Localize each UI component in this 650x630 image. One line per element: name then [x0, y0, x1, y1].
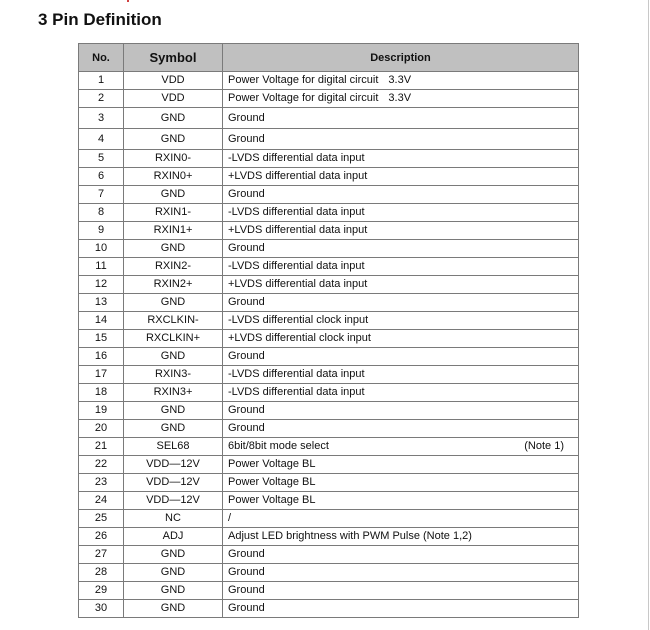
pin-description-cell: [223, 582, 579, 600]
pin-number: 1: [79, 72, 124, 90]
pin-description-text: 6bit/8bit mode select: [228, 440, 329, 452]
pin-description: [228, 258, 365, 275]
pin-description: [228, 546, 265, 563]
pin-number: 20: [79, 420, 124, 438]
pin-description: [228, 186, 265, 203]
pin-description-text: Ground: [228, 422, 265, 434]
pin-description-cell: [223, 312, 579, 330]
pin-symbol: RXCLKIN-: [124, 312, 223, 330]
table-row: [79, 150, 579, 168]
table-row: [79, 294, 579, 312]
pin-description-cell: [223, 402, 579, 420]
pin-description-text: Power Voltage for digital circuit: [228, 92, 379, 104]
table-row: [79, 330, 579, 348]
pin-description: [228, 492, 315, 509]
pin-description-cell: [223, 150, 579, 168]
pin-number: 5: [79, 150, 124, 168]
pin-description: [228, 204, 365, 221]
pin-description: [228, 564, 265, 581]
header-symbol: Symbol: [124, 44, 223, 72]
pin-symbol: RXIN2+: [124, 276, 223, 294]
table-row: [79, 168, 579, 186]
pin-number: 25: [79, 510, 124, 528]
pin-number: 16: [79, 348, 124, 366]
pin-description: [228, 90, 411, 107]
pin-description: [228, 72, 411, 89]
pin-description: [228, 366, 365, 383]
pin-symbol: VDD—12V: [124, 474, 223, 492]
pin-description-text: Ground: [228, 188, 265, 200]
table-row: [79, 276, 579, 294]
section-title: 3 Pin Definition: [38, 10, 162, 29]
table-row: [79, 384, 579, 402]
pin-symbol: VDD—12V: [124, 492, 223, 510]
pin-description-cell: [223, 420, 579, 438]
pin-description: [228, 348, 265, 365]
pin-symbol: RXIN2-: [124, 258, 223, 276]
pin-symbol: VDD: [124, 90, 223, 108]
pin-description: [228, 330, 371, 347]
pin-number: 24: [79, 492, 124, 510]
pin-number: 7: [79, 186, 124, 204]
pin-description-cell: [223, 600, 579, 618]
page-edge-line: [648, 0, 649, 630]
pin-description-cell: [223, 204, 579, 222]
header-description: Description: [223, 44, 579, 72]
pin-number: 21: [79, 438, 124, 456]
pin-description-cell: [223, 438, 579, 456]
table-row: [79, 129, 579, 150]
table-row: [79, 312, 579, 330]
pin-number: 18: [79, 384, 124, 402]
pin-number: 12: [79, 276, 124, 294]
pin-description-text: +LVDS differential data input: [228, 224, 368, 236]
pin-symbol: GND: [124, 564, 223, 582]
pin-description: [228, 384, 365, 401]
pin-symbol: VDD: [124, 72, 223, 90]
pin-symbol: GND: [124, 600, 223, 618]
pin-number: 27: [79, 546, 124, 564]
pin-description-text: Ground: [228, 548, 265, 560]
pin-description-text: Power Voltage BL: [228, 494, 316, 506]
table-row: [79, 240, 579, 258]
pin-description-text: +LVDS differential clock input: [228, 332, 371, 344]
table-row: [79, 564, 579, 582]
pin-symbol: ADJ: [124, 528, 223, 546]
pin-symbol: GND: [124, 402, 223, 420]
pin-symbol: GND: [124, 294, 223, 312]
pin-description: [228, 456, 315, 473]
pin-description-cell: [223, 168, 579, 186]
pin-symbol: RXIN3+: [124, 384, 223, 402]
pin-description-cell: [223, 564, 579, 582]
pin-number: 8: [79, 204, 124, 222]
pin-symbol: GND: [124, 129, 223, 150]
pin-description-cell: [223, 240, 579, 258]
pin-description-text: Ground: [228, 602, 265, 614]
pin-description-text: Ground: [228, 350, 265, 362]
pin-description-cell: [223, 186, 579, 204]
pin-number: 13: [79, 294, 124, 312]
pin-number: 17: [79, 366, 124, 384]
pin-symbol: RXIN1+: [124, 222, 223, 240]
pin-description-text: Ground: [228, 566, 265, 578]
pin-description-text: -LVDS differential data input: [228, 386, 365, 398]
pin-symbol: RXIN0-: [124, 150, 223, 168]
pin-description-cell: [223, 294, 579, 312]
pin-symbol: GND: [124, 546, 223, 564]
header-no: No.: [79, 44, 124, 72]
table-row: [79, 366, 579, 384]
table-row: [79, 90, 579, 108]
pin-number: 11: [79, 258, 124, 276]
pin-description: [228, 510, 231, 527]
pin-description-text: Power Voltage BL: [228, 476, 316, 488]
pin-description-text: Ground: [228, 404, 265, 416]
pin-description-text: Power Voltage BL: [228, 458, 316, 470]
pin-symbol: GND: [124, 240, 223, 258]
pin-description: [228, 582, 265, 599]
pin-symbol: RXIN0+: [124, 168, 223, 186]
pin-number: 29: [79, 582, 124, 600]
pin-description-cell: [223, 456, 579, 474]
table-row: [79, 456, 579, 474]
pin-description-text: -LVDS differential data input: [228, 368, 365, 380]
pin-symbol: GND: [124, 582, 223, 600]
pin-description-text: Ground: [228, 296, 265, 308]
table-row: [79, 546, 579, 564]
pin-description: [228, 402, 265, 419]
pin-symbol: GND: [124, 186, 223, 204]
pin-description-text: -LVDS differential data input: [228, 206, 365, 218]
pin-number: 3: [79, 108, 124, 129]
pin-symbol: SEL68: [124, 438, 223, 456]
table-row: [79, 186, 579, 204]
pin-description-cell: [223, 90, 579, 108]
pin-number: 26: [79, 528, 124, 546]
pin-description-text: Ground: [228, 584, 265, 596]
table-row: [79, 108, 579, 129]
pin-description: [228, 474, 315, 491]
pin-description-text: -LVDS differential clock input: [228, 314, 369, 326]
pin-description-cell: [223, 258, 579, 276]
pin-description-text: -LVDS differential data input: [228, 260, 365, 272]
pin-description: [228, 168, 367, 185]
pin-description-cell: [223, 366, 579, 384]
pin-description: [228, 312, 368, 329]
pin-description-cell: [223, 222, 579, 240]
pin-description-cell: [223, 348, 579, 366]
pin-voltage: 3.3V: [388, 92, 412, 104]
table-row: [79, 72, 579, 90]
pin-number: 15: [79, 330, 124, 348]
table-row: [79, 402, 579, 420]
table-row: [79, 474, 579, 492]
table-header-row: [79, 44, 579, 72]
pin-description-cell: [223, 108, 579, 129]
table-row: [79, 348, 579, 366]
pin-number: 2: [79, 90, 124, 108]
pin-description-text: Adjust LED brightness with PWM Pulse (Note 1,2): [228, 530, 472, 542]
pin-description: [228, 150, 365, 167]
pin-description-cell: [223, 492, 579, 510]
pin-number: 23: [79, 474, 124, 492]
pin-description-cell: [223, 72, 579, 90]
table-row: [79, 582, 579, 600]
pin-number: 6: [79, 168, 124, 186]
pin-description-text: /: [228, 512, 232, 524]
pin-description: [228, 420, 265, 437]
pin-symbol: NC: [124, 510, 223, 528]
pin-description: [228, 600, 265, 617]
table-row: [79, 204, 579, 222]
pin-description-cell: [223, 276, 579, 294]
pin-description-text: +LVDS differential data input: [228, 278, 368, 290]
pin-description-text: Ground: [228, 242, 265, 254]
pin-number: 28: [79, 564, 124, 582]
pin-symbol: RXIN1-: [124, 204, 223, 222]
table-row: [79, 510, 579, 528]
pin-voltage: 3.3V: [388, 74, 412, 86]
pin-description-text: +LVDS differential data input: [228, 170, 368, 182]
pin-description-text: -LVDS differential data input: [228, 152, 365, 164]
pin-number: 22: [79, 456, 124, 474]
pin-description-cell: [223, 510, 579, 528]
table-row: [79, 222, 579, 240]
pin-description-cell: [223, 129, 579, 150]
pin-description-cell: [223, 546, 579, 564]
pin-description-cell: [223, 384, 579, 402]
pin-description-cell: [223, 330, 579, 348]
pin-number: 30: [79, 600, 124, 618]
pin-number: 4: [79, 129, 124, 150]
pin-number: 19: [79, 402, 124, 420]
pin-description-cell: [223, 474, 579, 492]
table-row: [79, 420, 579, 438]
pin-description-text: Ground: [228, 133, 265, 145]
pin-description: [228, 294, 265, 311]
pin-definition-table: [78, 43, 579, 618]
pin-description-text: Power Voltage for digital circuit: [228, 74, 379, 86]
pin-number: 10: [79, 240, 124, 258]
pin-number: 9: [79, 222, 124, 240]
pin-description: [228, 276, 367, 293]
pin-symbol: RXIN3-: [124, 366, 223, 384]
table-row: [79, 438, 579, 456]
pin-symbol: VDD—12V: [124, 456, 223, 474]
pin-description: [228, 108, 265, 128]
pin-description: [228, 240, 265, 257]
pin-symbol: GND: [124, 420, 223, 438]
pin-number: 14: [79, 312, 124, 330]
pin-symbol: GND: [124, 348, 223, 366]
table-body: [79, 72, 579, 618]
pin-symbol: GND: [124, 108, 223, 129]
pin-description-text: Ground: [228, 112, 265, 124]
pin-symbol: RXCLKIN+: [124, 330, 223, 348]
pin-note: (Note 1): [524, 440, 564, 452]
pin-description: [228, 438, 329, 455]
pin-description: [228, 222, 367, 239]
pin-description: [228, 528, 472, 545]
table-row: [79, 528, 579, 546]
top-mark: [127, 0, 129, 2]
table-row: [79, 492, 579, 510]
pin-description: [228, 129, 265, 149]
pin-description-cell: [223, 528, 579, 546]
table-row: [79, 258, 579, 276]
table-row: [79, 600, 579, 618]
